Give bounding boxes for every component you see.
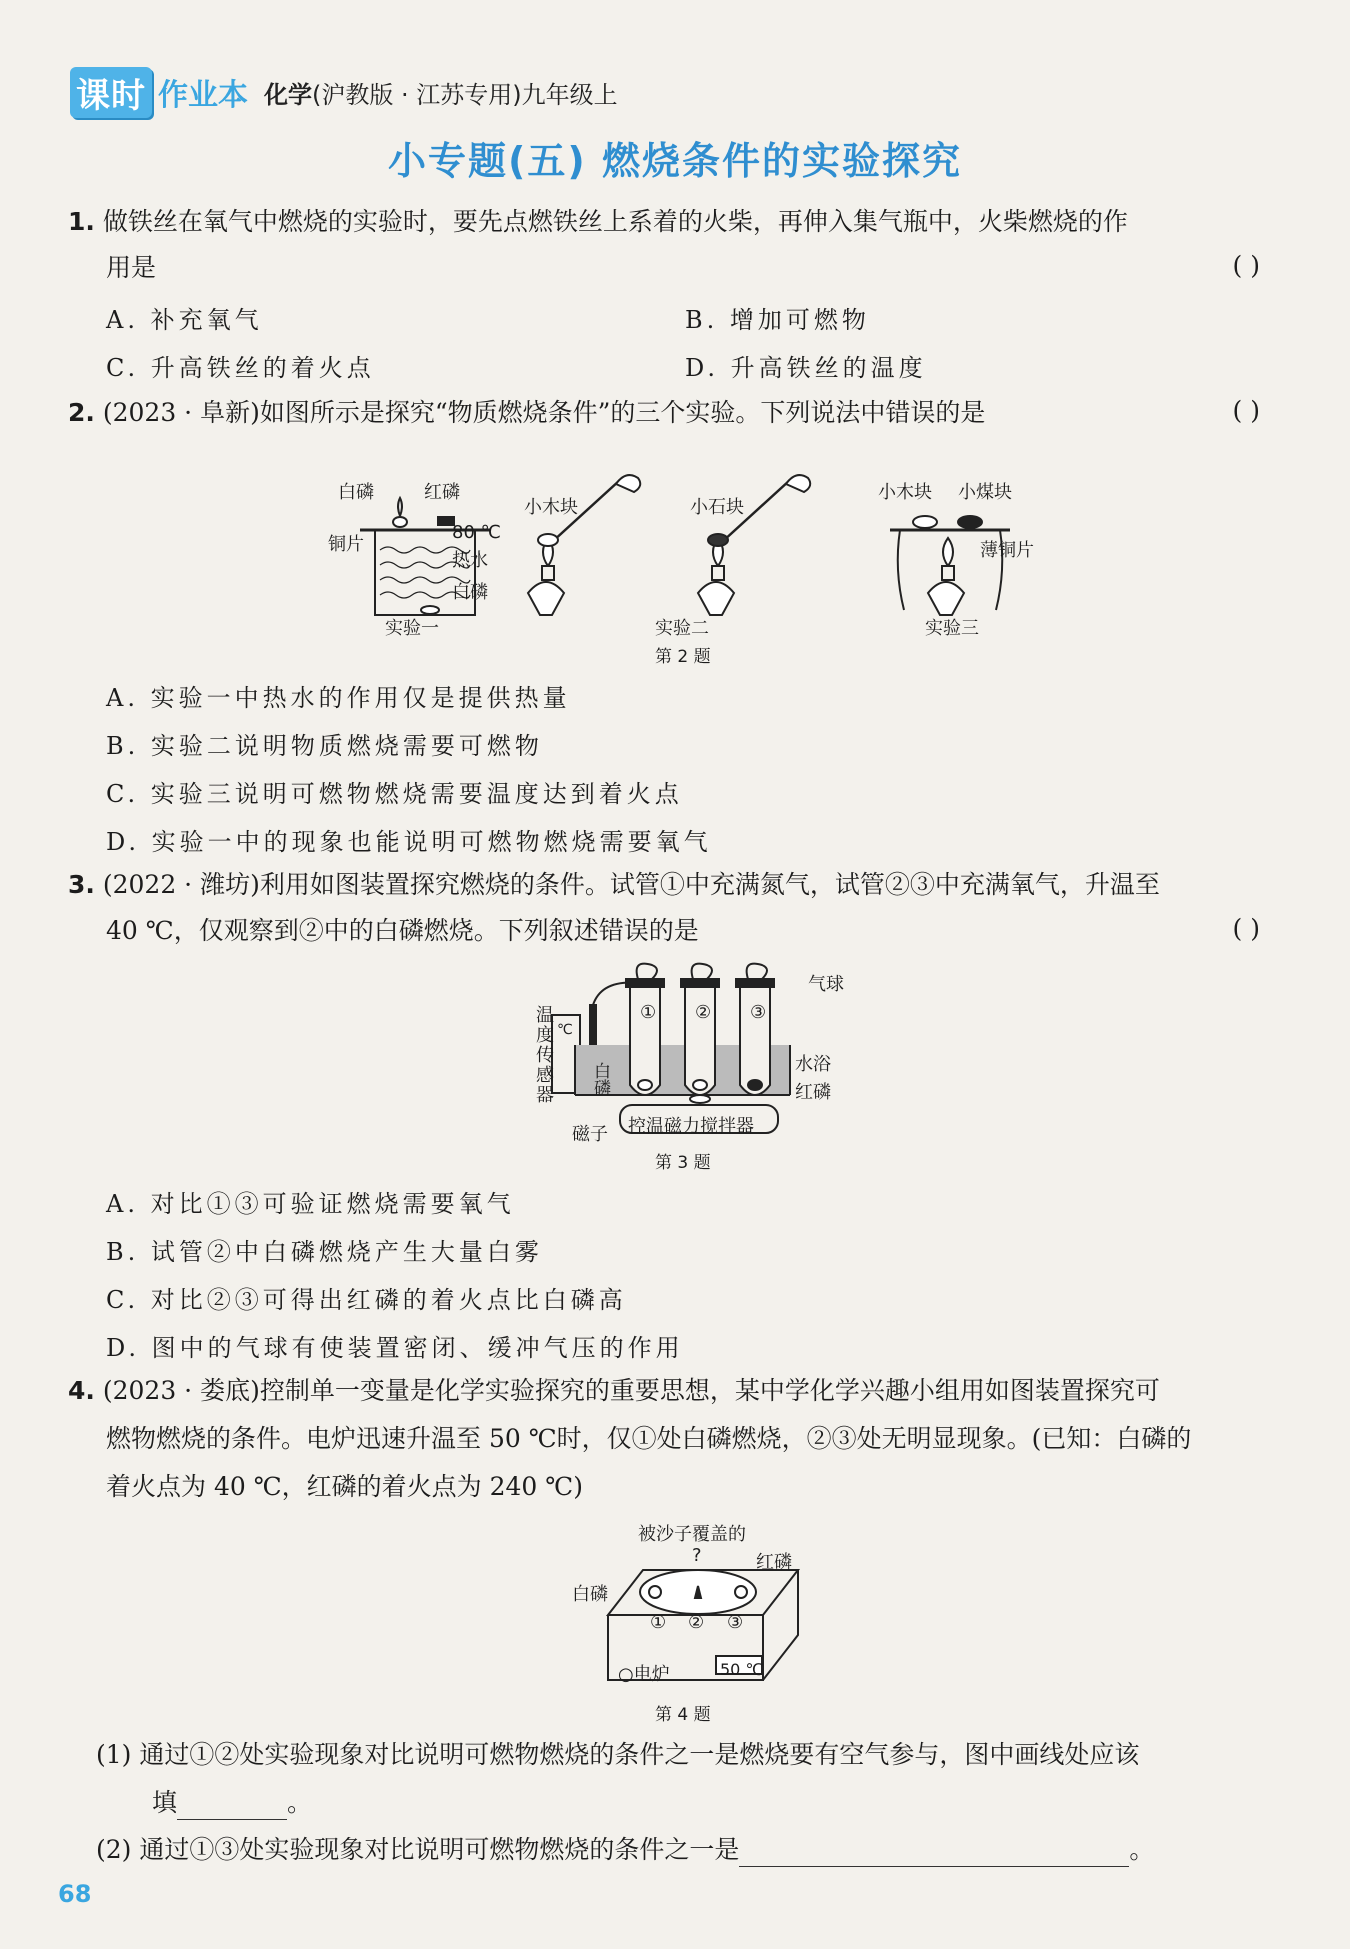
q4-label-covered: 被沙子覆盖的	[638, 1524, 746, 1545]
q2-option-c[interactable]: C. 实验三说明可燃物燃烧需要温度达到着火点	[106, 780, 683, 808]
q2-label-wood: 小木块	[524, 497, 578, 518]
q3-number: 3.	[68, 870, 95, 899]
exp3-apparatus	[890, 516, 1010, 615]
subject-bold: 化学	[264, 80, 312, 109]
q3-label-stirrer: 控温磁力搅拌器	[628, 1116, 754, 1137]
q3-answer-paren[interactable]: ( )	[1232, 914, 1260, 943]
q2-exp2-label: 实验二	[655, 618, 709, 639]
subject	[264, 75, 618, 110]
subject-rest: (沪教版 · 江苏专用)九年级上	[312, 80, 618, 109]
test-tube-3	[736, 964, 774, 1095]
q4-text2: 燃物燃烧的条件。电炉迅速升温至 50 ℃时，仅①处白磷燃烧，②③处无明显现象。(已知：白磷的	[106, 1424, 1192, 1453]
q2-option-b[interactable]: B. 实验二说明物质燃烧需要可燃物	[106, 732, 543, 760]
q4-spot-1: ①	[650, 1612, 667, 1633]
q2-option-d[interactable]: D. 实验一中的现象也能说明可燃物燃烧需要氧气	[106, 828, 712, 856]
q4-label-white-p: 白磷	[572, 1584, 608, 1605]
q2-label-copper: 铜片	[328, 534, 364, 555]
q3-option-b[interactable]: B. 试管②中白磷燃烧产生大量白雾	[106, 1238, 543, 1266]
q3-label-balloon: 气球	[808, 974, 844, 995]
q4-spot-2: ②	[688, 1612, 705, 1633]
test-tube-2	[681, 964, 719, 1095]
test-tube-1	[626, 964, 664, 1095]
q4-sub1-blank[interactable]	[177, 1785, 287, 1820]
q3-option-a[interactable]: A. 对比①③可验证燃烧需要氧气	[106, 1190, 515, 1218]
q3-tube-label-1: ①	[640, 1002, 657, 1023]
q4-caption: 第 4 题	[655, 1705, 711, 1725]
page-title: 小专题(五) 燃烧条件的实验探究	[388, 139, 962, 183]
q4-sub2-blank[interactable]	[739, 1832, 1129, 1867]
q3-label-sensor: 温度传感器	[533, 1005, 554, 1105]
q1-option-a[interactable]: A. 补充氧气	[106, 306, 263, 334]
q4-sub1-line2	[152, 1785, 312, 1820]
q1-line1	[68, 205, 1128, 239]
q4-spot-3: ③	[727, 1612, 744, 1633]
q4-line1	[68, 1374, 1160, 1408]
page-number: 68	[58, 1880, 92, 1908]
q3-label-white-p: 白磷	[590, 1062, 610, 1096]
q1-option-b[interactable]: B. 增加可燃物	[685, 306, 870, 334]
q4-sub1-line1: (1) 通过①②处实验现象对比说明可燃物燃烧的条件之一是燃烧要有空气参与，图中画线处应该	[96, 1740, 1140, 1769]
header	[70, 70, 618, 114]
q3-line1	[68, 868, 1160, 902]
q2-answer-paren[interactable]: ( )	[1232, 396, 1260, 425]
q2-option-a[interactable]: A. 实验一中热水的作用仅是提供热量	[106, 684, 571, 712]
q1-option-c[interactable]: C. 升高铁丝的着火点	[106, 354, 375, 382]
q4-text1: (2023 · 娄底)控制单一变量是化学实验探究的重要思想，某中学化学兴趣小组用如图装置探究可	[102, 1376, 1160, 1405]
q2-label-coal: 小煤块	[958, 482, 1012, 503]
q2-label-white-p: 白磷	[338, 482, 374, 503]
q3-tube-label-2: ②	[695, 1002, 712, 1023]
q4-sub1-end: 。	[287, 1788, 313, 1817]
q4-text3: 着火点为 40 ℃，红磷的着火点为 240 ℃)	[106, 1472, 584, 1501]
q3-caption: 第 3 题	[655, 1153, 711, 1173]
q4-number: 4.	[68, 1376, 95, 1405]
q4-label-question: ?	[692, 1545, 702, 1566]
q3-label-unit: ℃	[557, 1022, 573, 1038]
q3-label-red-p: 红磷	[795, 1082, 831, 1103]
logo-text: 作业本	[158, 78, 248, 113]
q3-option-d[interactable]: D. 图中的气球有使装置密闭、缓冲气压的作用	[106, 1334, 684, 1362]
q2-label-stone: 小石块	[690, 497, 744, 518]
q2-number: 2.	[68, 398, 95, 427]
q2-label-temp: 80 ℃	[452, 522, 501, 543]
q1-text1: 做铁丝在氧气中燃烧的实验时，要先点燃铁丝上系着的火柴，再伸入集气瓶中，火柴燃烧的作	[102, 207, 1128, 236]
q2-caption: 第 2 题	[655, 647, 711, 667]
q3-tube-label-3: ③	[750, 1002, 767, 1023]
q1-option-d[interactable]: D. 升高铁丝的温度	[685, 354, 927, 382]
q2-label-hot-water: 热水	[452, 550, 488, 571]
q2-exp3-label: 实验三	[925, 618, 979, 639]
q4-sub2-end: 。	[1129, 1835, 1155, 1864]
q3-text1: (2022 · 潍坊)利用如图装置探究燃烧的条件。试管①中充满氮气，试管②③中充满氧气，升温至	[102, 870, 1160, 899]
q2-label-red-p: 红磷	[424, 482, 460, 503]
q3-label-water-bath: 水浴	[795, 1054, 831, 1075]
q4-sub1-fill-label: 填	[152, 1788, 178, 1817]
q4-label-red-p: 红磷	[756, 1552, 792, 1573]
q4-label-furnace: ○电炉	[618, 1664, 670, 1685]
q1-number: 1.	[68, 207, 95, 236]
q2-line1	[68, 396, 985, 430]
q3-label-magnet: 磁子	[572, 1124, 608, 1145]
q3-text2: 40 ℃，仅观察到②中的白磷燃烧。下列叙述错误的是	[106, 916, 699, 945]
q2-text: (2023 · 阜新)如图所示是探究“物质燃烧条件”的三个实验。下列说法中错误的是	[102, 398, 986, 427]
q4-label-temp: 50 ℃	[720, 1660, 764, 1679]
q1-text2: 用是	[106, 253, 157, 282]
q2-label-white-p2: 白磷	[452, 582, 488, 603]
q2-label-thin-copper: 薄铜片	[980, 540, 1034, 561]
logo: 课时	[70, 67, 152, 118]
q4-sub2-text: (2) 通过①③处实验现象对比说明可燃物燃烧的条件之一是	[96, 1835, 740, 1864]
q2-exp1-label: 实验一	[385, 618, 439, 639]
q3-option-c[interactable]: C. 对比②③可得出红磷的着火点比白磷高	[106, 1286, 627, 1314]
q2-label-wood3: 小木块	[878, 482, 932, 503]
q4-sub2-line	[96, 1832, 1154, 1867]
q1-answer-paren[interactable]: ( )	[1232, 251, 1260, 280]
